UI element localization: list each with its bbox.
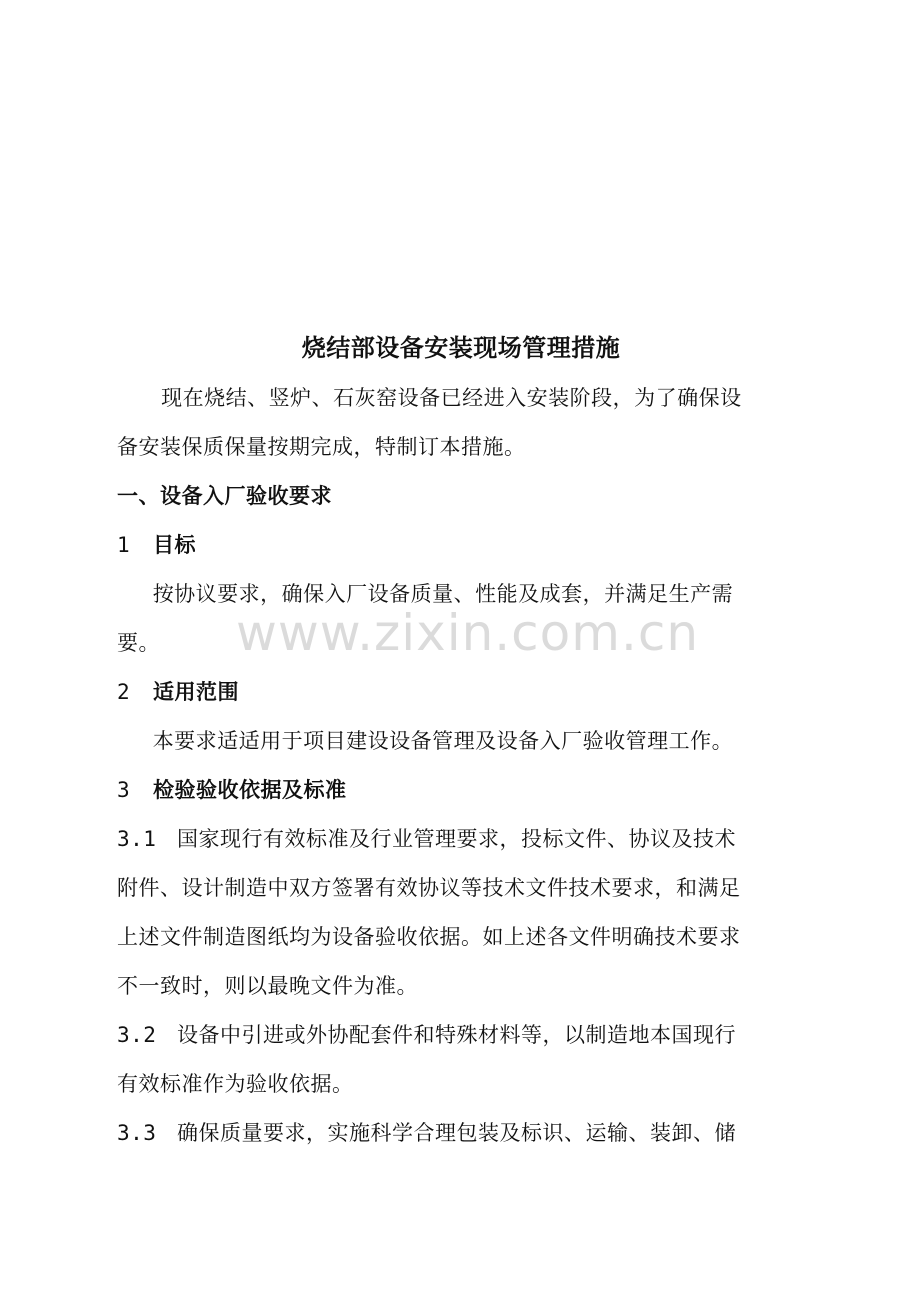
subitem-3-1-line-4: 不一致时，则以最晚文件为准。 <box>117 974 418 998</box>
subitem-3-2-line-1 <box>117 1011 805 1060</box>
item-number-1: 1 <box>117 533 131 557</box>
item-heading-3-text: 检验验收依据及标准 <box>153 778 347 802</box>
subitem-number-3-2: 3.2 <box>117 1023 157 1047</box>
item-2-text: 本要求适适用于项目建设设备管理及设备入厂验收管理工作。 <box>152 729 734 753</box>
item-heading-2-text: 适用范围 <box>153 680 239 704</box>
subitem-number-3-1: 3.1 <box>117 827 157 851</box>
subitem-3-3-line-1 <box>117 1109 805 1158</box>
item-1-line-1: 按协议要求，确保入厂设备质量、性能及成套，并满足生产需 <box>152 582 734 606</box>
item-heading-1-text: 目标 <box>153 533 196 557</box>
subitem-number-3-3: 3.3 <box>117 1121 157 1145</box>
subitem-3-3-line-1-text: 确保质量要求，实施科学合理包装及标识、运输、装卸、储 <box>177 1121 736 1145</box>
subitem-3-2-line-1-text: 设备中引进或外协配套件和特殊材料等，以制造地本国现行 <box>177 1023 736 1047</box>
item-heading-1 <box>117 521 805 570</box>
intro-line-2: 备安装保质保量按期完成，特制订本措施。 <box>117 435 526 459</box>
subitem-3-1-line-1-text: 国家现行有效标准及行业管理要求，投标文件、协议及技术 <box>177 827 736 851</box>
item-heading-3 <box>117 766 805 815</box>
item-heading-2 <box>117 668 805 717</box>
intro-line-1: 现在烧结、竖炉、石灰窑设备已经进入安装阶段，为了确保设 <box>161 386 742 410</box>
document-title: 烧结部设备安装现场管理措施 <box>301 334 621 362</box>
subitem-3-1-line-1 <box>117 815 805 864</box>
item-number-2: 2 <box>117 680 131 704</box>
item-number-3: 3 <box>117 778 131 802</box>
subitem-3-2-line-2: 有效标准作为验收依据。 <box>117 1072 354 1096</box>
item-1-line-2: 要。 <box>117 631 160 655</box>
subitem-3-1-line-2: 附件、设计制造中双方签署有效协议等技术文件技术要求，和满足 <box>117 876 741 900</box>
subitem-3-1-line-3: 上述文件制造图纸均为设备验收依据。如上述各文件明确技术要求 <box>117 925 741 949</box>
section-heading-1: 一、设备入厂验收要求 <box>117 484 332 508</box>
document-body <box>117 322 805 1158</box>
watermark-text: www.zixin.com.cn <box>236 604 700 662</box>
